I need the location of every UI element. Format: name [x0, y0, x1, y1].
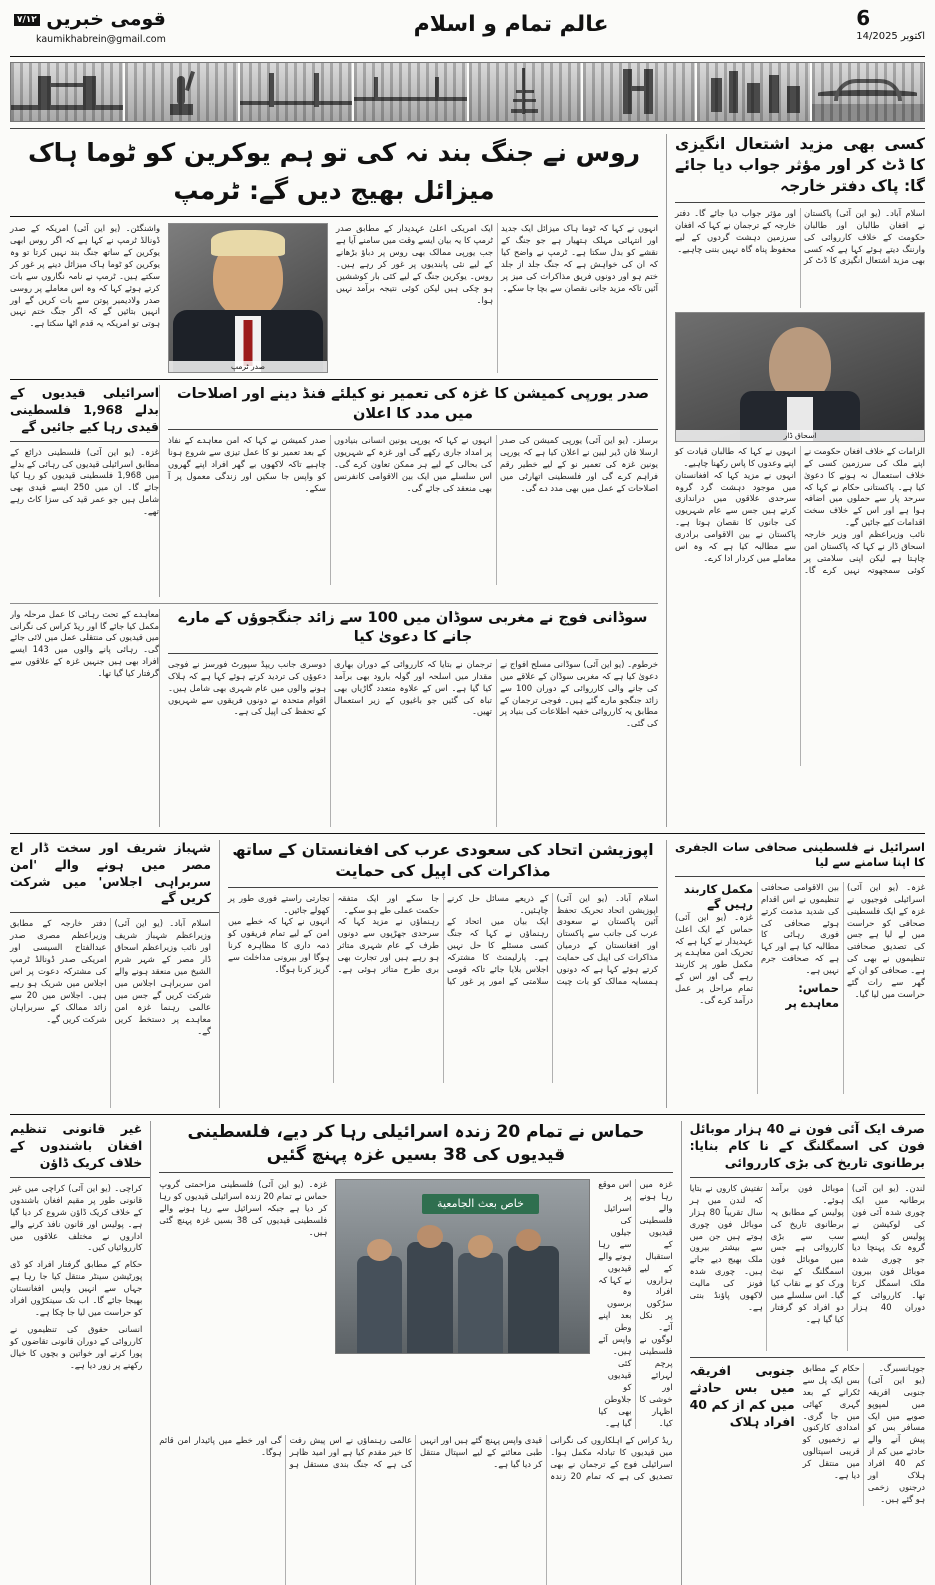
- skyline-statue-of-liberty: [125, 63, 237, 121]
- skyline-bridge-night: [354, 63, 466, 121]
- story-phone-col-0: لندن۔ (یو این آئی) برطانیہ میں ایک چوری شدہ آئی فون کی لوکیشن نے پولیس کو ایسے گروہ تک پہنچا دیا جو چوری شدہ موبائل فون بیرون ملک اسمگل کرتا تھا۔ کارروائی کے دوران 40 ہزار موبائل فون برآمد ہوئے۔: [770, 1182, 925, 1313]
- story-eu-col-2: صدر کمیشن نے کہا کہ امن معاہدے کے نفاذ کے بعد تعمیر نو کا عمل تیزی سے شروع ہونا چاہیے تاکہ لاکھوں بے گھر افراد اپنے گھروں کو واپس جا سکیں اور زندگی معمول پر آ سکے۔: [168, 435, 326, 493]
- story-hamas-release-bottom: [159, 1435, 680, 1585]
- story-opposition-col-3: انہوں نے کہا کہ خطے میں امن کے لیے تمام فریقوں کو ذمہ داری کا مظاہرہ کرنا ہوگا اور بیرونی مداخلت سے گریز کرنا ہوگا۔: [228, 916, 330, 975]
- photo-banner-text: خاص بعث الجامعیة: [422, 1194, 538, 1214]
- divider: [168, 653, 658, 654]
- bottom-section: [10, 1121, 925, 1585]
- story-africa-body: [803, 1363, 925, 1506]
- lead-text-left: [336, 223, 658, 373]
- story-shehbaz-col-0: اسلام آباد۔ (یو این آئی) وزیراعظم شہباز شریف اور نائب وزیراعظم اسحاق ڈار مصر کے شہر شرم الشیخ میں منعقد ہونے والے امن سربراہی اجلاس میں شرکت کریں گے جس میں عالمی رہنما غزہ امن معاہدے پر دستخط کریں گے۔: [114, 918, 211, 1036]
- divider: [10, 1177, 150, 1178]
- story-hamas-release-top: [159, 1179, 680, 1429]
- skyline-rule: [10, 128, 925, 129]
- story-dar-body: [675, 446, 925, 766]
- story-africa-col-0: جوہانسبرگ۔ (یو این آئی) جنوبی افریقہ میں لمپوپو صوبے میں ایک مسافر بس کو پیش آنے والے حادثے میں کم از کم 40 افراد ہلاک اور درجنوں زخمی ہو گئے ہیں۔: [867, 1362, 925, 1505]
- masthead-rule: [10, 56, 925, 57]
- contact-email: kaumikhabrein@gmail.com: [36, 34, 166, 45]
- story-israel-hamas-col-0: غزہ۔ (یو این آئی) اسرائیلی فوجیوں نے غزہ کے ایک فلسطینی صحافی کو حراست میں لے لیا ہے جس کی تصدیق صحافتی تنظیموں نے بھی کی ہے۔ صحافی کو ان کے گھر سے رات گئے حراست میں لیا گیا۔: [847, 881, 925, 1000]
- divider: [168, 429, 658, 430]
- story-dar-col-1: الزامات کے خلاف افغان حکومت نے اپنے ملک کی سرزمین کسی کے خلاف استعمال نہ ہونے کا دعویٰ کیا ہے۔ پاکستانی حکام نے کہا کہ سرحد پار سے حملوں میں اضافہ ہوا ہے اور اس کے خلاف سخت اقدامات کیے جائیں گے۔: [804, 445, 925, 528]
- story-prisoners-cont: [10, 609, 160, 827]
- brand-name: قومی خبریں: [46, 8, 166, 30]
- story-hamas-release-col-4: عالمی رہنماؤں نے اس پیش رفت کا خیر مقدم کیا ہے اور امید ظاہر کی ہے کہ جنگ بندی مستقل ہو گی اور خطے میں پائیدار امن قائم ہوگا۔: [159, 1435, 412, 1470]
- story-afghan-ban-col-2: انسانی حقوق کی تنظیموں نے کارروائی کے دوران قانونی تقاضوں کو پورا کرنے اور خواتین و بچوں کا خیال رکھنے پر زور دیا ہے۔: [10, 1324, 143, 1370]
- divider: [228, 887, 658, 888]
- story-shehbaz-headline: شہباز شریف اور سخت ڈار اج مصر میں ہونے والے 'امن سربراہی اجلاس' میں شرکت کریں گے: [10, 839, 211, 906]
- story-hamas-release-col-3: اس موقع پر اسرائیل کی جیلوں سے رہا ہونے والے قیدیوں نے کہا کہ وہ برسوں بعد اپنے وطن واپس آئے ہیں۔ کئی قیدیوں کو جلاوطن بھی کیا گیا ہے۔: [598, 1179, 632, 1428]
- story-opposition-body: [228, 893, 666, 1083]
- story-eu: [10, 385, 658, 597]
- story-eu-headline: صدر یورپی کمیشن کا غزہ کی تعمیر نو کیلئے فنڈ دینے اور اصلاحات میں مدد کا اعلان: [177, 386, 649, 422]
- lead-body: [10, 223, 658, 373]
- story-sudan-main: [168, 609, 658, 827]
- story-prisoners-col-1: معاہدے کے تحت رہائی کا عمل مرحلہ وار مکمل کیا جائے گا اور ریڈ کراس کی نگرانی میں قیدیوں کی منتقلی عمل میں لائی جائے گی۔ رہائی پانے والوں میں 143 ایسے افراد بھی ہیں جنہیں غزہ کے علاقوں سے گرفتار کیا گیا تھا۔: [10, 608, 159, 679]
- story-dar-photo: [675, 312, 925, 442]
- divider: [10, 441, 159, 442]
- story-opposition-col-2: رہنماؤں نے مزید کہا کہ سرحدی جھڑپوں سے دونوں طرف کے عام شہری متاثر ہو رہے ہیں اور تجارت بھی بری طرح متاثر ہوئی ہے۔ تجارتی راستے فوری طور پر کھولے جائیں۔: [228, 892, 439, 975]
- story-hamas-release-headline: حماس نے تمام 20 زندہ اسرائیلی رہا کر دیے، فلسطینی قیدیوں کی 38 بسیں غزہ پہنچ گئیں: [187, 1122, 645, 1166]
- divider: [675, 876, 925, 877]
- divider: [690, 1357, 925, 1358]
- story-dar-photo-caption: اسحاق ڈار: [676, 430, 924, 441]
- story-prisoners-col-0: غزہ۔ (یو این آئی) فلسطینی ذرائع کے مطابق اسرائیلی قیدیوں کی رہائی کے بدلے میں 1,968 فلسطینی قیدیوں کو رہا کیا جائے گا۔ ان میں 250 ایسے قیدی بھی شامل ہیں جو عمر قید کی سزا کاٹ رہے تھے۔: [10, 446, 159, 517]
- divider: [159, 1172, 672, 1173]
- story-hamas-release: [159, 1121, 681, 1585]
- story-hamas-release-col-2: غزہ میں رہا ہونے والے فلسطینی قیدیوں کے استقبال کے لیے ہزاروں افراد سڑکوں پر نکل آئے۔ لوگوں نے فلسطینی پرچم لہرائے اور خوشی کا اظہار کیا۔: [639, 1179, 673, 1428]
- divider: [10, 603, 658, 604]
- skyline-sydney-harbour-bridge: [812, 63, 924, 121]
- story-phone-col-2: تفتیش کاروں نے بتایا کہ لندن میں ہر سال تقریباً 80 ہزار موبائل فون چوری ہوتے ہیں جن میں سے بیشتر بیرون ملک بھیج دیے جاتے ہیں۔ چوری شدہ فونز کی مالیت لاکھوں پاؤنڈ بنتی ہے۔: [689, 1182, 763, 1313]
- lead-text-right: [10, 223, 160, 373]
- lead-photo-caption: صدر ٹرمپ: [169, 361, 327, 372]
- divider: [675, 202, 925, 203]
- story-africa-headline: جنوبی افریقہ میں بس حادثے میں کم از کم 40 افراد ہلاک: [689, 1362, 795, 1429]
- skyline-tower-bridge: [11, 63, 123, 121]
- skyline-petronas-towers: [583, 63, 695, 121]
- brand-mark: ۷/۱۲: [14, 14, 40, 26]
- section-title: عالم تمام و اسلام: [413, 12, 609, 37]
- masthead: [10, 8, 925, 52]
- skyline-banner: [10, 62, 925, 122]
- story-afghan-ban-col-0: کراچی۔ (یو این آئی) کراچی میں غیر قانونی طور پر مقیم افغان باشندوں کے خلاف کریک ڈاؤن شروع کر دیا گیا ہے۔ پولیس اور قانون نافذ کرنے والے اداروں نے مختلف علاقوں میں کارروائیاں کیں۔: [10, 1182, 143, 1253]
- skyline-city-towers: [697, 63, 809, 121]
- section-title-wrap: [166, 8, 856, 37]
- skyline-eiffel-tower: [469, 63, 581, 121]
- story-dar: [675, 134, 925, 827]
- story-israel-hamas: [675, 840, 925, 1109]
- lead-col-0: واشنگٹن۔ (یو این آئی) امریکہ کے صدر ڈونالڈ ٹرمپ نے کہا ہے کہ اگر روس ابھی یوکرین کے ساتھ جنگ بند نہیں کرتا تو وہ یوکرین کو ٹوما ہاک میزائل دینے پر غور کر سکتے ہیں۔ ٹرمپ نے نامہ نگاروں سے بات کرتے ہوئے کہا کہ وہ اس معاملے پر روسی صدر ولادیمیر پوتن سے بات کریں گے اور انہیں بتائیں گے کہ اگر جنگ ختم نہیں ہوتی تو امریکہ یہ قدم اٹھا سکتا ہے۔: [10, 223, 160, 329]
- masthead-right: [10, 8, 166, 45]
- story-shehbaz-col-1: دفتر خارجہ کے مطابق وزیراعظم مصری صدر عبدالفتاح السیسی اور امریکی صدر ڈونالڈ ٹرمپ کی مشترکہ دعوت پر اس اجلاس میں شریک ہو رہے ہیں۔ اجلاس میں 20 سے زائد ممالک کے سربراہان شرکت کریں گے۔: [10, 918, 107, 1024]
- story-phone: [690, 1121, 925, 1585]
- story-afghan-ban-body: [10, 1183, 150, 1372]
- section-divider-2: [10, 1114, 925, 1115]
- top-section: [10, 134, 925, 827]
- section-divider-1: [10, 833, 925, 834]
- story-prisoners: [10, 385, 160, 597]
- story-afghan-ban: [10, 1121, 151, 1585]
- story-hamas-release-photo: [335, 1179, 590, 1354]
- lead-col-2: ایک امریکی اعلیٰ عہدیدار کے مطابق صدر ٹرمپ کا یہ بیان ایسے وقت میں سامنے آیا ہے جب یورپی ممالک بھی روس پر دباؤ بڑھانے کے لیے نئی پابندیوں پر غور کر رہے ہیں۔ روس۔ یوکرین جنگ کے لیے کئی بار کوششیں ہو چکی ہیں لیکن کوئی نتیجہ برآمد نہیں ہوا۔: [336, 223, 493, 305]
- story-hamas-release-col-0: غزہ۔ (یو این آئی) فلسطینی مزاحمتی گروپ حماس نے تمام 20 زندہ اسرائیلی قیدیوں کو رہا کر دیا ہے جبکہ اسرائیل سے رہا ہونے والے فلسطینی قیدیوں کی 38 بسیں غزہ پہنچ گئی ہیں۔: [159, 1179, 328, 1237]
- masthead-left: [856, 8, 925, 42]
- story-afghan-ban-headline: غیر قانونی تنظیم افغان باشندوں کے خلاف کریک ڈاؤن: [10, 1121, 143, 1170]
- divider: [10, 912, 219, 913]
- story-afghan-ban-col-1: حکام کے مطابق گرفتار افراد کو ڈی پورٹیشن سینٹر منتقل کیا جا رہا ہے جہاں سے انہیں واپس افغانستان بھیجا جائے گا۔ اب تک سینکڑوں افراد کو حراست میں لیا جا چکا ہے۔: [10, 1259, 143, 1318]
- story-sudan-col-0: خرطوم۔ (یو این آئی) سوڈانی مسلح افواج نے دعویٰ کیا ہے کہ مغربی سوڈان کے علاقے میں کی جانے والی کارروائی کے دوران 100 سے زائد جنگجو مارے گئے ہیں۔ فوجی ترجمان کے مطابق یہ کارروائی خفیہ اطلاعات کی بنیاد پر کی گئی۔: [500, 658, 658, 729]
- story-opposition: [228, 840, 667, 1109]
- story-phone-body: [690, 1183, 925, 1351]
- lead-rule: [10, 216, 658, 217]
- story-sudan-headline: سوڈانی فوج نے مغربی سوڈان میں 100 سے زائد جنگجوؤں کے مارے جانے کا دعویٰ کیا: [178, 609, 648, 646]
- story-africa-col-1: حکام کے مطابق بس ایک پل سے ٹکرانے کے بعد گہری کھائی میں جا گری۔ امدادی کارکنوں نے زخمیوں کو قریبی اسپتالوں میں منتقل کر دیا ہے۔: [802, 1362, 860, 1481]
- story-hamas-agreement-headline: حماس: معاہدے پر مکمل کاربند رہیں گے: [683, 881, 839, 1011]
- story-sudan: [10, 609, 658, 827]
- story-israel-hamas-headline: اسرائیل نے فلسطینی صحافی سات الجفری کا اپنا سامنے سے لیا: [675, 839, 925, 870]
- story-sudan-col-1: ترجمان نے بتایا کہ کارروائی کے دوران بھاری مقدار میں اسلحہ اور گولہ بارود بھی برآمد کیا گیا ہے۔ اس کے علاوہ متعدد گاڑیاں بھی تباہ کی گئیں جو باغیوں کے زیر استعمال تھیں۔: [334, 658, 492, 717]
- story-shehbaz-body: [10, 918, 219, 1108]
- story-shehbaz: [10, 840, 220, 1109]
- story-africa-headline-wrap: [690, 1363, 795, 1506]
- story-sudan-body: [168, 659, 658, 827]
- story-phone-col-1: پولیس کے مطابق یہ برطانوی تاریخ کی سب سے بڑی کارروائی ہے جس میں موبائل فون اسمگلنگ کے نیٹ ورک کو بے نقاب کیا گیا۔ اس سلسلے میں دو افراد کو گرفتار کیا گیا ہے۔: [770, 1206, 844, 1325]
- lead-photo-trump: [168, 223, 328, 373]
- story-eu-main: [168, 385, 658, 597]
- story-dar-col-3: انہوں نے مزید کہا کہ افغانستان میں موجود دہشت گرد گروہ سرحدی علاقوں میں دراندازی کرتے ہیں جس سے عام شہریوں کی جانوں کا نقصان ہوتا ہے۔ پاکستان نے بین الاقوامی برادری سے مطالبہ کیا ہے کہ وہ اس معاملے میں کردار ادا کرے۔: [675, 469, 796, 564]
- lead-col-1: انہوں نے کہا کہ ٹوما ہاک میزائل ایک جدید اور انتہائی مہلک ہتھیار ہے جو جنگ کے نقشے کو بدل سکتا ہے۔ ٹرمپ نے واضح کیا کہ ان کی خواہش ہے کہ جنگ جلد از جلد ختم ہو اور دونوں فریق مذاکرات کی میز پر آئیں تاکہ مزید جانی نقصان سے بچا جا سکے۔: [501, 223, 658, 293]
- story-hamas-release-left-text: [598, 1179, 672, 1429]
- story-hamas-release-right-text: [159, 1179, 327, 1429]
- divider: [690, 1177, 925, 1178]
- story-prisoners-headline: اسرائیلی قیدیوں کے بدلے 1,968 فلسطینی قیدی رہا کیے جائیں گے: [10, 385, 159, 434]
- story-israel-hamas-col-1: بین الاقوامی صحافتی تنظیموں نے اس اقدام کی شدید مذمت کرتے ہوئے صحافی کی فوری رہائی کا مطالبہ کیا ہے اور کہا ہے کہ صحافت جرم نہیں ہے۔: [761, 881, 839, 976]
- story-dar-top-text: [675, 208, 925, 308]
- story-opposition-col-0: اسلام آباد۔ (یو این آئی) اپوزیشن اتحاد تحریک تحفظ آئین پاکستان نے سعودی عرب کی جانب سے پاکستان اور افغانستان کے درمیان مذاکرات کی اپیل کی حمایت کرتے ہوئے کہا ہے کہ دونوں ہمسایہ ممالک کو بات چیت کے ذریعے مسائل حل کرنے چاہئیں۔: [447, 892, 658, 987]
- lead-headline: روس نے جنگ بند نہ کی تو ہم یوکرین کو ٹوما ہاک میزائل بھیج دیں گے: ٹرمپ: [27, 138, 641, 205]
- story-sudan-col-2: دوسری جانب ریپڈ سپورٹ فورسز نے فوجی دعوؤں کی تردید کرتے ہوئے کہا ہے کہ ہلاک ہونے والوں میں عام شہری بھی شامل ہیں۔ اقوام متحدہ نے دونوں فریقوں سے شہریوں کے تحفظ کی اپیل کی ہے۔: [168, 658, 326, 717]
- middle-section: [10, 840, 925, 1109]
- brand-name-wrap: [10, 8, 166, 30]
- page-number: 6: [856, 6, 871, 30]
- story-dar-col-0: اسلام آباد۔ (یو این آئی) پاکستان نے افغان طالبان اور طالبان حکومت کے خلاف کارروائی کی وارننگ دیتے ہوئے کہا ہے کہ کسی بھی مزید اشتعال انگیزی کا ڈٹ کر اور مؤثر جواب دیا جائے گا۔ دفتر خارجہ کے ترجمان نے کہا کہ افغان سرزمین دہشت گردوں کے لیے محفوظ پناہ گاہ نہیں بننی چاہیے۔: [675, 207, 925, 266]
- lead-section: [10, 134, 667, 827]
- story-eu-col-1: انہوں نے کہا کہ یورپی یونین انسانی بنیادوں پر امداد جاری رکھے گی اور غزہ کے شہریوں کی بحالی کے لیے ہر ممکن تعاون کرے گی۔ اس سلسلے میں ایک بین الاقوامی کانفرنس بھی منعقد کی جائے گی۔: [334, 435, 492, 493]
- story-eu-body: [168, 435, 658, 585]
- story-dar-col-2: نائب وزیراعظم اور وزیر خارجہ اسحاق ڈار نے کہا کہ پاکستان امن چاہتا ہے لیکن اپنی سلامتی پر کوئی سمجھوتہ نہیں کرے گا۔ انہوں نے کہا کہ طالبان قیادت کو اپنے وعدوں کا پاس رکھنا چاہیے۔: [675, 445, 925, 575]
- skyline-golden-gate: [240, 63, 352, 121]
- divider: [10, 379, 658, 380]
- story-dar-headline: کسی بھی مزید اشتعال انگیزی کا ڈٹ کر اور مؤثر جواب دیا جائے گا: پاک دفتر خارجہ: [675, 135, 925, 195]
- story-africa: [690, 1363, 925, 1506]
- story-hamas-release-col-1: ریڈ کراس کے اہلکاروں کی نگرانی میں قیدیوں کا تبادلہ مکمل ہوا۔ اسرائیلی فوج کے ترجمان نے بھی تصدیق کی ہے کہ تمام 20 زندہ قیدی واپس پہنچ گئے ہیں اور انہیں طبی معائنے کے لیے اسپتال منتقل کر دیا گیا ہے۔: [419, 1435, 673, 1482]
- story-opposition-col-1: ایک بیان میں اتحاد کے رہنماؤں نے کہا کہ جنگ کسی مسئلے کا حل نہیں ہے۔ پارلیمنٹ کا مشترکہ اجلاس بلایا جائے تاکہ قومی سلامتی کے امور پر غور کیا جا سکے اور ایک متفقہ حکمت عملی طے ہو سکے۔: [337, 892, 549, 987]
- story-phone-headline: صرف ایک آئی فون نے 40 ہزار موبائل فون کی اسمگلنگ کے نا کام بنایا: برطانوی تاریخ کی بڑی کارروائی: [689, 1121, 925, 1170]
- story-eu-col-0: برسلز۔ (یو این آئی) یورپی کمیشن کی صدر ارسلا فان ڈیر لیین نے اعلان کیا ہے کہ یورپی یونین غزہ کی تعمیر نو کے لیے خطیر رقم فراہم کرے گی اور فلسطینی اتھارٹی میں اصلاحات کے عمل میں بھی مدد دے گی۔: [500, 435, 658, 493]
- story-opposition-headline: اپوزیشن اتحاد کی سعودی عرب کی افغانستان کے ساتھ مذاکرات کی اپیل کی حمایت: [232, 840, 654, 880]
- story-hamas-agreement-col-0: غزہ۔ (یو این آئی) حماس کے ایک اعلیٰ عہدیدار نے کہا ہے کہ تحریک امن معاہدے پر مکمل طور پر کاربند رہے گی اور اس کے تمام مراحل پر عمل درآمد کرے گی۔: [675, 911, 753, 1006]
- issue-date: 14/اکتوبر 2025: [856, 31, 925, 42]
- story-israel-hamas-body: [675, 882, 925, 1094]
